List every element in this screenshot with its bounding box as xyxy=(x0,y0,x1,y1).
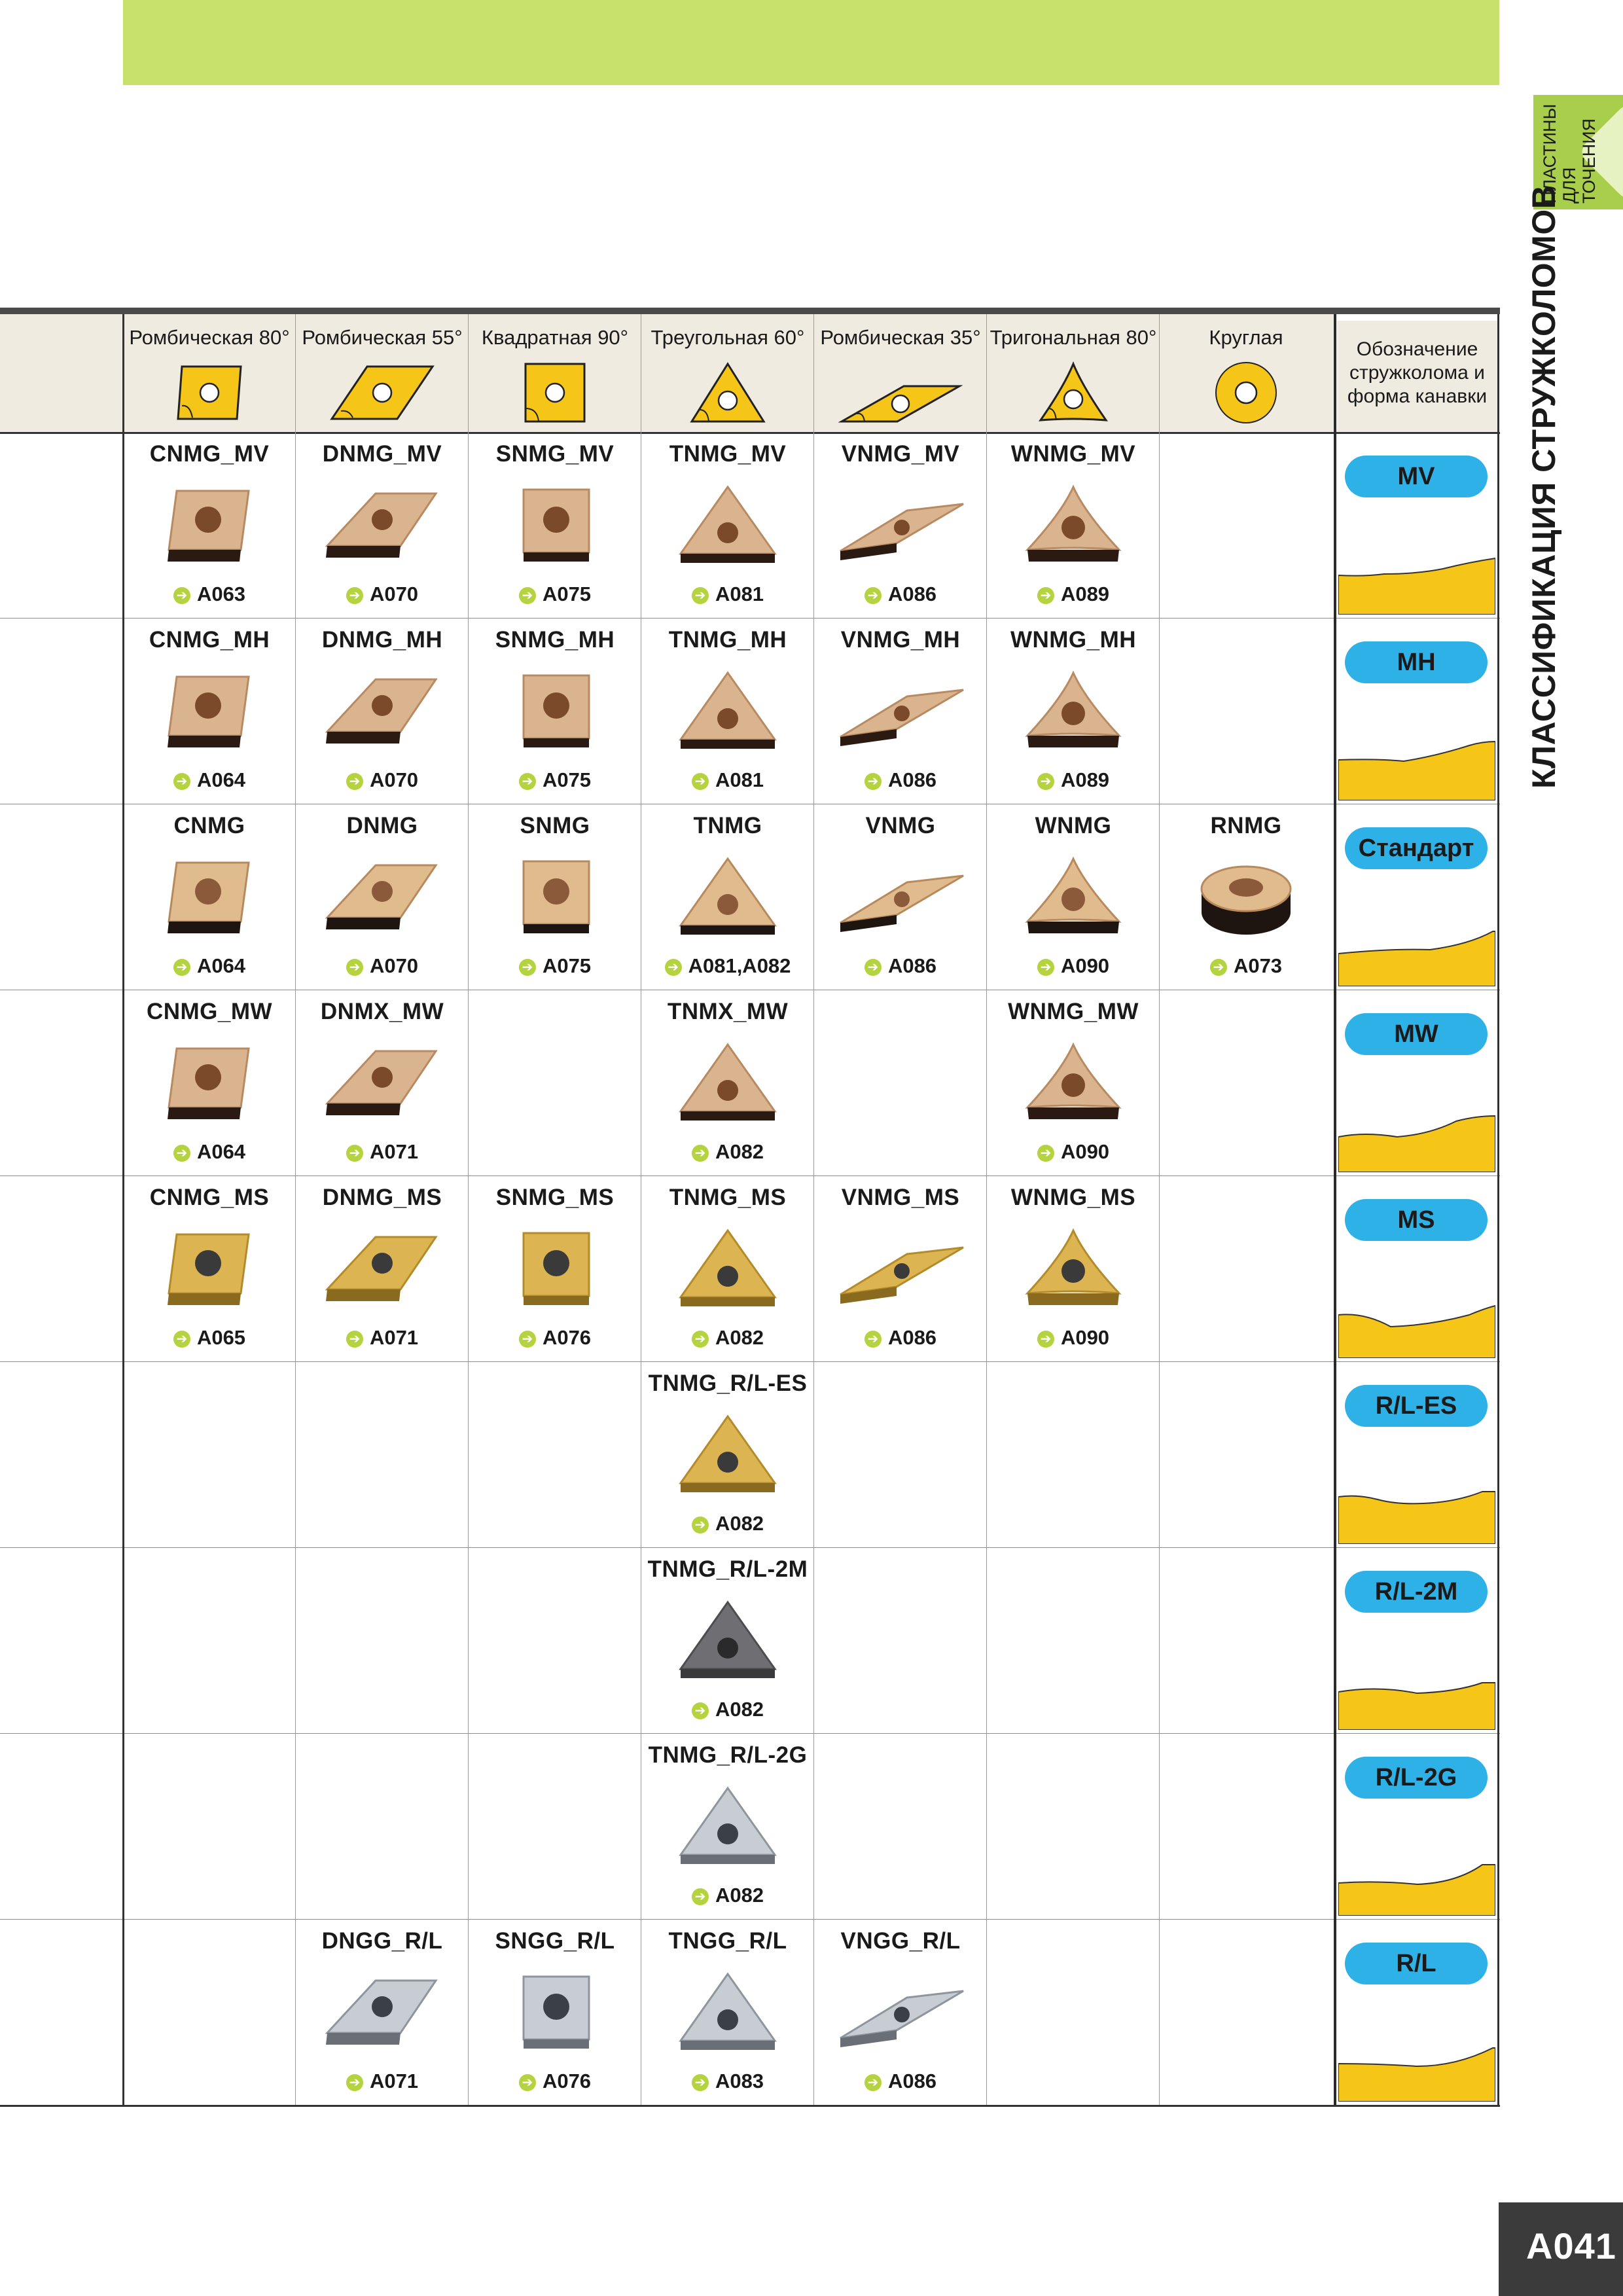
arrow-right-icon: ➔ xyxy=(865,773,882,790)
insert-image xyxy=(814,478,987,576)
insert-cell[interactable] xyxy=(1160,804,1332,990)
insert-image xyxy=(123,664,296,762)
insert-image xyxy=(123,850,296,948)
chipbreaker-legend xyxy=(1337,1361,1497,1547)
chipbreaker-badge[interactable]: MS xyxy=(1345,1199,1488,1241)
insert-cell[interactable] xyxy=(814,1919,987,2105)
page-reference-link[interactable] xyxy=(641,1140,814,1164)
page-reference: A064 xyxy=(196,1140,246,1163)
square-90-shape-icon xyxy=(469,360,641,425)
chipbreaker-badge[interactable]: R/L xyxy=(1345,1943,1488,1984)
column-header-rhombic-35: Ромбическая 35° xyxy=(820,326,981,349)
page-reference: A076 xyxy=(542,2070,592,2092)
chipbreaker-legend xyxy=(1337,1733,1497,1919)
page-reference-link[interactable] xyxy=(469,954,641,978)
insert-cell[interactable] xyxy=(469,1175,641,1361)
arrow-right-icon: ➔ xyxy=(692,1702,709,1719)
page-reference-link[interactable] xyxy=(987,954,1160,978)
arrow-right-icon: ➔ xyxy=(865,959,882,976)
page-reference-link[interactable] xyxy=(641,1512,814,1535)
insert-image xyxy=(641,1221,814,1319)
insert-code: TNMG_R/L-2M xyxy=(647,1556,808,1582)
insert-image xyxy=(123,1035,296,1134)
insert-code: SNGG_R/L xyxy=(495,1928,615,1954)
rhombic-55-shape-icon xyxy=(296,360,469,425)
page-reference: A065 xyxy=(196,1326,246,1349)
page-reference: A082 xyxy=(715,1140,764,1163)
chipbreaker-legend xyxy=(1337,1547,1497,1733)
arrow-right-icon: ➔ xyxy=(865,587,882,604)
insert-image xyxy=(123,1221,296,1319)
insert-image xyxy=(296,850,469,948)
insert-image xyxy=(814,1221,987,1319)
column-header-trigon-80: Тригональная 80° xyxy=(990,326,1157,349)
page-reference-link[interactable] xyxy=(641,1326,814,1350)
insert-cell[interactable] xyxy=(987,618,1160,804)
page-reference: A089 xyxy=(1060,768,1110,791)
insert-image xyxy=(641,1965,814,2063)
insert-code: WNMG_MH xyxy=(1010,627,1137,653)
insert-code: WNMG xyxy=(1035,813,1112,838)
column-divider xyxy=(295,314,296,2105)
page-reference-link[interactable] xyxy=(296,1326,469,1350)
insert-cell[interactable] xyxy=(641,1919,814,2105)
insert-cell[interactable] xyxy=(296,432,469,618)
groove-profile xyxy=(1338,536,1495,618)
page-reference-link[interactable] xyxy=(814,2070,987,2093)
insert-code: SNMG_MS xyxy=(495,1185,615,1210)
insert-cell[interactable] xyxy=(641,432,814,618)
arrow-right-icon: ➔ xyxy=(1037,959,1054,976)
page-reference: A086 xyxy=(887,768,937,791)
groove-profile xyxy=(1338,1651,1495,1733)
column-header-triangle-60: Треугольная 60° xyxy=(651,326,805,349)
page-reference-link[interactable] xyxy=(123,768,296,792)
insert-image xyxy=(123,478,296,576)
column-header-square-90: Квадратная 90° xyxy=(481,326,629,349)
arrow-right-icon: ➔ xyxy=(665,959,682,976)
page-reference: A090 xyxy=(1060,954,1110,977)
insert-image xyxy=(469,478,641,576)
column-header-rhombic-55: Ромбическая 55° xyxy=(302,326,463,349)
insert-code: TNMX_MW xyxy=(667,999,789,1024)
chipbreaker-legend xyxy=(1337,618,1497,804)
insert-code: VNMG_MV xyxy=(841,441,960,467)
column-divider xyxy=(1334,314,1336,2105)
page-reference: A086 xyxy=(887,1326,937,1349)
arrow-right-icon: ➔ xyxy=(865,2074,882,2091)
insert-image xyxy=(814,1965,987,2063)
page-reference-link[interactable] xyxy=(296,583,469,606)
insert-cell[interactable] xyxy=(641,1547,814,1733)
page-reference-link[interactable] xyxy=(296,768,469,792)
chipbreaker-badge[interactable]: MV xyxy=(1345,456,1488,497)
chipbreaker-badge[interactable]: R/L-2M xyxy=(1345,1571,1488,1613)
arrow-right-icon: ➔ xyxy=(692,587,709,604)
insert-image xyxy=(814,850,987,948)
page-reference: A086 xyxy=(887,2070,937,2092)
chipbreaker-legend xyxy=(1337,432,1497,618)
insert-image xyxy=(987,1221,1160,1319)
column-header-round: Круглая xyxy=(1209,326,1283,349)
insert-code: CNMG xyxy=(173,813,245,838)
groove-profile xyxy=(1338,722,1495,804)
legend-header: Обозначение стружколома и форма канавки xyxy=(1337,321,1497,432)
page-reference-link[interactable] xyxy=(1160,954,1332,978)
arrow-right-icon: ➔ xyxy=(1210,959,1227,976)
insert-image xyxy=(469,850,641,948)
insert-code: VNMG_MH xyxy=(840,627,961,653)
groove-profile xyxy=(1338,908,1495,990)
insert-image xyxy=(641,664,814,762)
insert-image xyxy=(641,1779,814,1877)
arrow-right-icon: ➔ xyxy=(346,773,363,790)
page-number-badge xyxy=(1499,2202,1623,2296)
page-reference-link[interactable] xyxy=(641,1698,814,1721)
page-reference: A082 xyxy=(715,1884,764,1907)
page-reference-link[interactable] xyxy=(469,583,641,606)
page-reference-link[interactable] xyxy=(987,768,1160,792)
table-header xyxy=(0,0,1500,425)
page-reference: A086 xyxy=(887,583,937,605)
insert-image xyxy=(641,1035,814,1134)
page-reference-link[interactable] xyxy=(123,954,296,978)
rhombic-35-shape-icon xyxy=(814,360,987,425)
chipbreaker-badge[interactable]: R/L-2G xyxy=(1345,1757,1488,1799)
insert-cell[interactable] xyxy=(123,432,296,618)
chipbreaker-badge[interactable]: R/L-ES xyxy=(1345,1385,1488,1427)
arrow-right-icon: ➔ xyxy=(346,587,363,604)
insert-cell[interactable] xyxy=(469,1919,641,2105)
column-divider xyxy=(1159,314,1160,2105)
insert-code: DNMG_MV xyxy=(322,441,442,467)
page-reference: A075 xyxy=(542,954,592,977)
page-reference: A071 xyxy=(369,2070,419,2092)
page-reference-link[interactable] xyxy=(641,768,814,792)
insert-image xyxy=(296,1035,469,1134)
insert-cell[interactable] xyxy=(987,432,1160,618)
insert-cell[interactable] xyxy=(296,1919,469,2105)
page-reference: A081 xyxy=(715,768,764,791)
insert-cell[interactable] xyxy=(987,1175,1160,1361)
chipbreaker-badge[interactable]: Стандарт xyxy=(1345,827,1488,869)
insert-code: CNMG_MH xyxy=(149,627,270,653)
table-right-border xyxy=(1497,314,1499,2105)
page-reference-link[interactable] xyxy=(123,1326,296,1350)
arrow-right-icon: ➔ xyxy=(692,1516,709,1534)
page-number: A041 xyxy=(1526,2225,1616,2267)
page-reference: A064 xyxy=(196,768,246,791)
page-reference: A086 xyxy=(887,954,937,977)
arrow-right-icon: ➔ xyxy=(865,1331,882,1348)
column-header-rhombic-80: Ромбическая 80° xyxy=(129,326,290,349)
page-reference-link[interactable] xyxy=(814,583,987,606)
page-reference: A073 xyxy=(1233,954,1283,977)
insert-image xyxy=(641,478,814,576)
chipbreaker-badge[interactable]: MH xyxy=(1345,641,1488,683)
groove-profile xyxy=(1338,2023,1495,2105)
page-reference: A075 xyxy=(542,583,592,605)
insert-cell[interactable] xyxy=(814,1175,987,1361)
insert-image xyxy=(1160,850,1332,948)
insert-cell[interactable] xyxy=(987,990,1160,1175)
page-reference-link[interactable] xyxy=(641,954,814,978)
chipbreaker-legend xyxy=(1337,1175,1497,1361)
insert-code: SNMG_MV xyxy=(495,441,615,467)
insert-code: CNMG_MV xyxy=(149,441,270,467)
insert-code: SNMG_MH xyxy=(495,627,615,653)
insert-code: DNMG_MS xyxy=(322,1185,442,1210)
insert-cell[interactable] xyxy=(987,804,1160,990)
column-divider xyxy=(468,314,469,2105)
insert-cell[interactable] xyxy=(641,990,814,1175)
insert-code: DNMX_MW xyxy=(320,999,444,1024)
insert-code: RNMG xyxy=(1210,813,1282,838)
page-reference: A090 xyxy=(1060,1140,1110,1163)
chipbreaker-badge[interactable]: MW xyxy=(1345,1013,1488,1055)
page-reference-link[interactable] xyxy=(296,954,469,978)
insert-cell[interactable] xyxy=(641,1361,814,1547)
arrow-right-icon: ➔ xyxy=(346,959,363,976)
arrow-right-icon: ➔ xyxy=(692,773,709,790)
arrow-right-icon: ➔ xyxy=(692,1145,709,1162)
insert-code: SNMG xyxy=(520,813,590,838)
arrow-right-icon: ➔ xyxy=(346,1145,363,1162)
page-reference: A082 xyxy=(715,1698,764,1721)
insert-code: VNMG_MS xyxy=(841,1185,960,1210)
insert-cell[interactable] xyxy=(641,618,814,804)
page-reference: A081 xyxy=(715,583,764,605)
insert-image xyxy=(814,664,987,762)
section-tab-label: ПЛАСТИНЫ ДЛЯ ТОЧЕНИЯ xyxy=(1540,103,1599,204)
insert-cell[interactable] xyxy=(296,990,469,1175)
insert-code: TNMG_R/L-ES xyxy=(648,1371,808,1396)
page-reference-link[interactable] xyxy=(641,583,814,606)
chipbreaker-legend xyxy=(1337,804,1497,990)
page-reference-link[interactable] xyxy=(987,583,1160,606)
arrow-right-icon: ➔ xyxy=(1037,1331,1054,1348)
page-reference-link[interactable] xyxy=(123,1140,296,1164)
page-reference-link[interactable] xyxy=(469,768,641,792)
insert-image xyxy=(987,1035,1160,1134)
page-reference: A064 xyxy=(196,954,246,977)
arrow-right-icon: ➔ xyxy=(692,1888,709,1905)
page-reference-link[interactable] xyxy=(469,2070,641,2093)
insert-image xyxy=(641,850,814,948)
page-reference: A089 xyxy=(1060,583,1110,605)
trigon-80-shape-icon xyxy=(987,360,1160,425)
page-reference: A075 xyxy=(542,768,592,791)
insert-image xyxy=(469,1221,641,1319)
arrow-right-icon: ➔ xyxy=(692,2074,709,2091)
insert-code: VNMG xyxy=(865,813,936,838)
insert-cell[interactable] xyxy=(814,804,987,990)
chipbreaker-legend xyxy=(1337,990,1497,1175)
insert-cell[interactable] xyxy=(296,1175,469,1361)
insert-image xyxy=(987,850,1160,948)
groove-profile xyxy=(1338,1094,1495,1175)
insert-image xyxy=(987,664,1160,762)
round-shape-icon xyxy=(1160,360,1332,425)
column-divider xyxy=(986,314,987,2105)
arrow-right-icon: ➔ xyxy=(519,587,536,604)
insert-code: VNGG_R/L xyxy=(840,1928,961,1954)
arrow-right-icon: ➔ xyxy=(1037,773,1054,790)
insert-image xyxy=(469,1965,641,2063)
insert-code: WNMG_MW xyxy=(1008,999,1139,1024)
page-reference: A082 xyxy=(715,1326,764,1349)
insert-image xyxy=(641,1407,814,1505)
insert-cell[interactable] xyxy=(641,1175,814,1361)
arrow-right-icon: ➔ xyxy=(519,1331,536,1348)
insert-cell[interactable] xyxy=(814,618,987,804)
insert-cell[interactable] xyxy=(123,804,296,990)
insert-code: DNMG_MH xyxy=(321,627,443,653)
arrow-right-icon: ➔ xyxy=(519,773,536,790)
page-reference: A070 xyxy=(369,768,419,791)
insert-code: TNMG_MS xyxy=(669,1185,787,1210)
arrow-right-icon: ➔ xyxy=(173,773,190,790)
table-bottom-rule xyxy=(0,2105,1500,2107)
arrow-right-icon: ➔ xyxy=(692,1331,709,1348)
arrow-right-icon: ➔ xyxy=(173,1331,190,1348)
insert-code: TNMG_R/L-2G xyxy=(648,1742,808,1768)
insert-code: TNMG xyxy=(693,813,762,838)
triangle-60-shape-icon xyxy=(641,360,814,425)
page-reference: A071 xyxy=(369,1326,419,1349)
rhombic-80-shape-icon xyxy=(123,360,296,425)
page-reference: A081,A082 xyxy=(688,954,791,977)
arrow-right-icon: ➔ xyxy=(346,1331,363,1348)
page-reference-link[interactable] xyxy=(641,2070,814,2093)
insert-image xyxy=(296,478,469,576)
page-reference-link[interactable] xyxy=(814,1326,987,1350)
arrow-right-icon: ➔ xyxy=(1037,1145,1054,1162)
page-reference: A076 xyxy=(542,1326,592,1349)
page-reference-link[interactable] xyxy=(987,1326,1160,1350)
page-reference-link[interactable] xyxy=(987,1140,1160,1164)
insert-cell[interactable] xyxy=(296,618,469,804)
arrow-right-icon: ➔ xyxy=(173,959,190,976)
insert-cell[interactable] xyxy=(296,804,469,990)
page-reference: A090 xyxy=(1060,1326,1110,1349)
insert-code: WNMG_MS xyxy=(1010,1185,1136,1210)
page-reference: A070 xyxy=(369,954,419,977)
insert-code: DNMG xyxy=(346,813,418,838)
arrow-right-icon: ➔ xyxy=(346,2074,363,2091)
insert-cell[interactable] xyxy=(469,432,641,618)
page-reference: A070 xyxy=(369,583,419,605)
insert-image xyxy=(296,1221,469,1319)
insert-cell[interactable] xyxy=(123,990,296,1175)
insert-cell[interactable] xyxy=(123,618,296,804)
page-reference: A082 xyxy=(715,1512,764,1535)
insert-code: TNMG_MV xyxy=(669,441,787,467)
groove-profile xyxy=(1338,1280,1495,1361)
insert-cell[interactable] xyxy=(641,1733,814,1919)
insert-image xyxy=(641,1593,814,1691)
chipbreaker-legend xyxy=(1337,1919,1497,2105)
arrow-right-icon: ➔ xyxy=(519,959,536,976)
insert-cell[interactable] xyxy=(123,1175,296,1361)
arrow-right-icon: ➔ xyxy=(519,2074,536,2091)
insert-cell[interactable] xyxy=(469,804,641,990)
page-reference: A071 xyxy=(369,1140,419,1163)
insert-code: CNMG_MW xyxy=(146,999,273,1024)
page-title: КЛАССИФИКАЦИЯ СТРУЖКОЛОМОВ xyxy=(1525,185,1562,789)
insert-code: TNMG_MH xyxy=(668,627,787,653)
arrow-right-icon: ➔ xyxy=(173,1145,190,1162)
page-reference: A083 xyxy=(715,2070,764,2092)
insert-code: TNGG_R/L xyxy=(668,1928,787,1954)
insert-cell[interactable] xyxy=(814,432,987,618)
page-reference: A063 xyxy=(196,583,246,605)
page-reference-link[interactable] xyxy=(296,1140,469,1164)
groove-profile xyxy=(1338,1837,1495,1919)
page-reference-link[interactable] xyxy=(469,1326,641,1350)
arrow-right-icon: ➔ xyxy=(1037,587,1054,604)
insert-cell[interactable] xyxy=(469,618,641,804)
groove-profile xyxy=(1338,1465,1495,1547)
page-reference-link[interactable] xyxy=(814,954,987,978)
insert-image xyxy=(987,478,1160,576)
page-reference-link[interactable] xyxy=(296,2070,469,2093)
insert-image xyxy=(296,664,469,762)
page-reference-link[interactable] xyxy=(641,1884,814,1907)
insert-image xyxy=(469,664,641,762)
insert-code: DNGG_R/L xyxy=(321,1928,443,1954)
column-divider xyxy=(813,314,814,2105)
column-divider xyxy=(122,314,124,2105)
page-reference-link[interactable] xyxy=(123,583,296,606)
page-reference-link[interactable] xyxy=(814,768,987,792)
insert-code: CNMG_MS xyxy=(149,1185,270,1210)
insert-cell[interactable] xyxy=(641,804,814,990)
arrow-right-icon: ➔ xyxy=(173,587,190,604)
insert-code: WNMG_MV xyxy=(1010,441,1136,467)
insert-image xyxy=(296,1965,469,2063)
